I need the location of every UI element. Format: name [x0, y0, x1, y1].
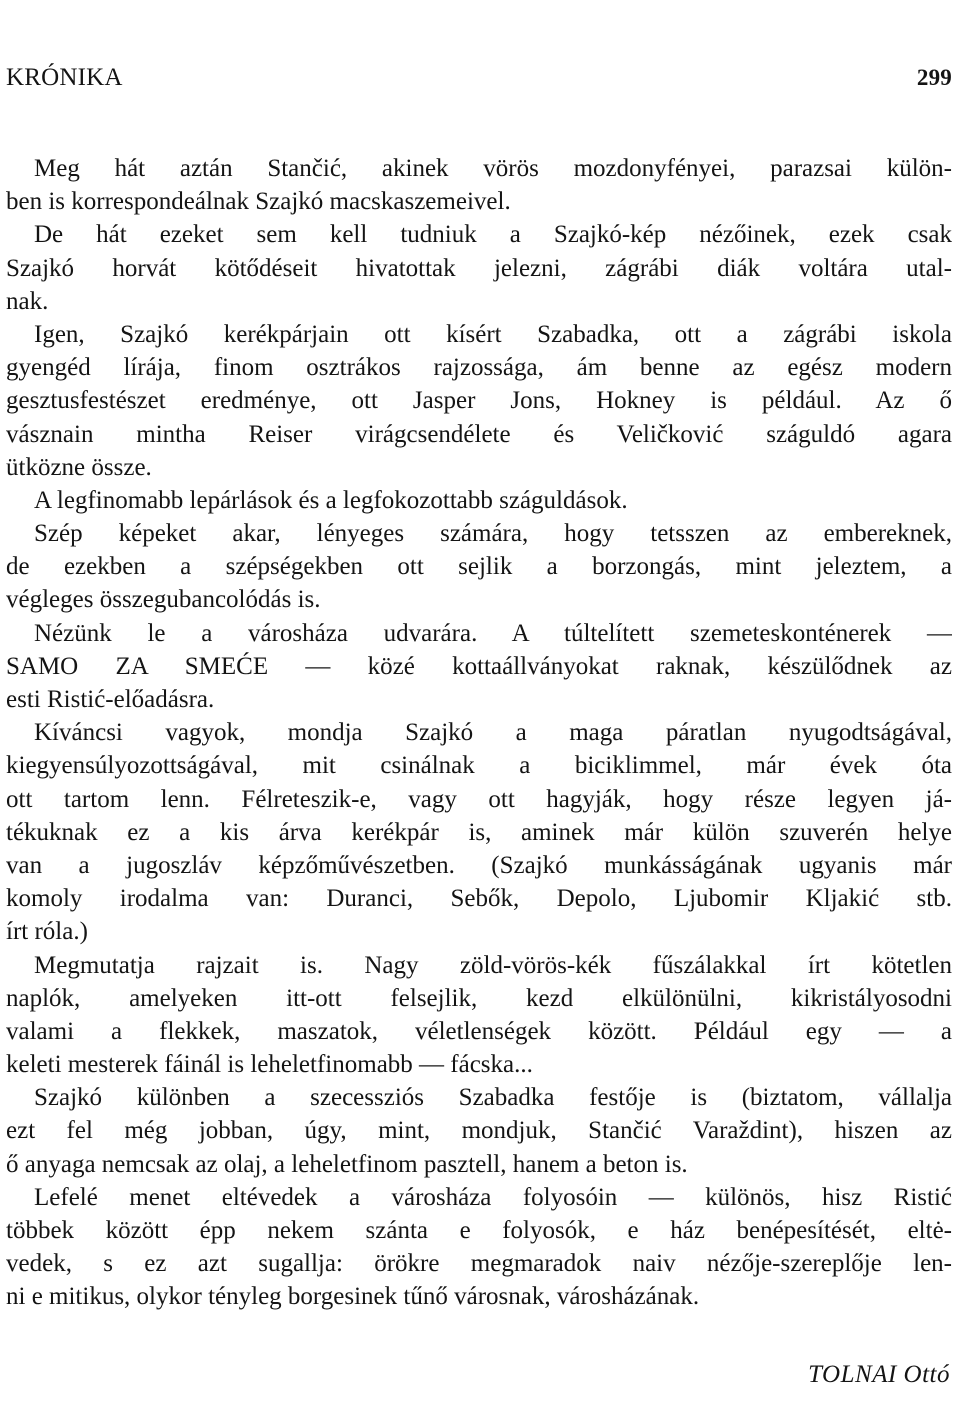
- text-line: komoly irodalma van: Duranci, Sebők, Depolo, Ljubomir Kljakić stb.: [6, 885, 952, 913]
- text-line: van a jugoszláv képzőművészetben. (Szajkó munkásságának ugyanis már: [6, 851, 952, 879]
- text-line: Meg hát aztán Stančić, akinek vörös mozdonyfényei, parazsai külön-: [34, 155, 952, 182]
- text-line: keleti mesterek fáinál is leheletfinomabb — fácska...: [6, 1051, 533, 1079]
- running-head: [6, 64, 952, 104]
- author-signature: TOLNAI Ottó: [808, 1361, 950, 1388]
- text-line: ben is korrespondeálnak Szajkó macskaszemeivel.: [6, 188, 511, 216]
- text-line: gyengéd lírája, finom osztrákos rajzossága, ám benne az egész modern: [6, 354, 952, 382]
- article-body: [6, 152, 952, 1314]
- text-line: ezt fel még jobban, úgy, mint, mondjuk, Stančić Varaždint), hiszen az: [6, 1117, 952, 1145]
- text-line: Nézünk le a városháza udvarára. A túltelített szemeteskonténerek —: [34, 619, 952, 647]
- text-line: gesztusfestészet eredménye, ott Jasper Jons, Hokney is például. Az ő: [6, 387, 952, 415]
- text-line: többek között épp nekem szánta e folyosók, e ház benépesítését, eltė-: [6, 1217, 952, 1244]
- running-title: KRÓNIKA: [6, 64, 123, 91]
- text-line: Szajkó különben a szecessziós Szabadka festője is (biztatom, vállalja: [34, 1084, 952, 1112]
- text-line: de ezekben a szépségekben ott sejlik a borzongás, mint jeleztem, a: [6, 553, 952, 581]
- text-line: Megmutatja rajzait is. Nagy zöld-vörös-kék fűszálakkal írt kötetlen: [34, 951, 952, 979]
- text-line: ott tartom lenn. Félreteszik-e, vagy ott hagyják, hogy része legyen já-: [6, 785, 952, 813]
- text-line: nak.: [6, 287, 49, 315]
- text-line: Szép képeket akar, lényeges számára, hogy tetsszen az embereknek,: [34, 520, 952, 548]
- text-line: Lefelé menet eltévedek a városháza folyosóin — különös, hisz Ristić: [34, 1183, 952, 1211]
- text-line: tékuknak ez a kis árva kerékpár is, aminek már külön szuverén helye: [6, 818, 952, 846]
- text-line: írt róla.): [6, 918, 88, 946]
- page-number: 299: [916, 65, 952, 90]
- text-line: De hát ezeket sem kell tudniuk a Szajkó-kép nézőinek, ezek csak: [34, 221, 952, 249]
- text-line: vedek, s ez azt sugallja: örökre megmaradok naiv nézője-szereplője len-: [6, 1250, 952, 1278]
- text-line: vásznain mintha Reiser virágcsendélete és Veličković száguldó agara: [6, 420, 952, 448]
- text-line: végleges összegubancolódás is.: [6, 586, 321, 614]
- text-line: Kíváncsi vagyok, mondja Szajkó a maga páratlan nyugodtságával,: [34, 719, 952, 747]
- text-line: kiegyensúlyozottságával, mit csinálnak a biciklimmel, már évek óta: [6, 752, 952, 780]
- text-line: naplók, amelyeken itt-ott felsejlik, kezd elkülönülni, kikristályosodni: [6, 984, 952, 1012]
- text-line: ő anyaga nemcsak az olaj, a leheletfinom pasztell, hanem a beton is.: [6, 1150, 688, 1178]
- text-line: SAMO ZA SMEĆE — közé kottaállványokat raknak, készülődnek az: [6, 652, 952, 680]
- text-line: ütközne össze.: [6, 453, 152, 481]
- text-line: Szajkó horvát kötődéseit hivatottak jelezni, zágrábi diák voltára utal-: [6, 254, 952, 282]
- text-line: Igen, Szajkó kerékpárjain ott kísért Szabadka, ott a zágrábi iskola: [34, 320, 952, 348]
- text-line: ni e mitikus, olykor tényleg borgesinek tűnő városnak, városházának.: [6, 1283, 700, 1311]
- text-line: valami a flekkek, maszatok, véletlenségek között. Például egy — a: [6, 1017, 952, 1045]
- text-line: esti Ristić-előadásra.: [6, 686, 215, 713]
- text-line: A legfinomabb lepárlások és a legfokozottabb száguldások.: [34, 486, 628, 514]
